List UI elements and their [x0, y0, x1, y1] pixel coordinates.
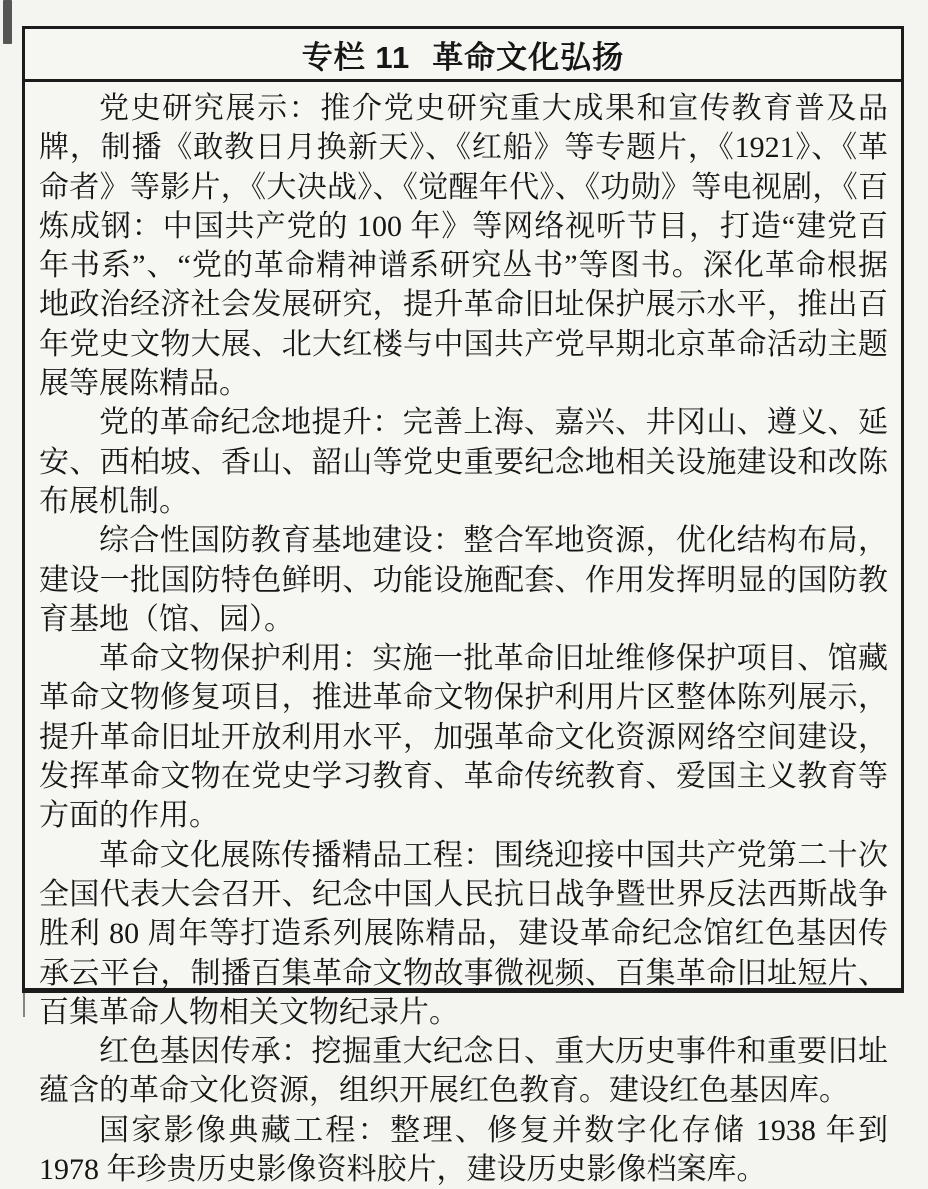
paragraph-text: ：推介党史研究重大成果和宣传教育普及品牌，制播《敢教日月换新天》、《红船》等专题片，《1921》、《革命者》等影片，《大决战》、《觉醒年代》、《功勋》等电视剧，《百炼成钢：中国共产党的 100 年》等网络视听节目，打造“建党百年书系”、“党的革命精神谱系研究丛书”等图书。深化革命根据地政治经济社会发展研究，提升革命旧址保护展示水平，推出百年党史文物大展、北大红楼与中国共产党早期北京革命活动主题展等展陈精品。 — [39, 92, 888, 401]
paragraph-revolutionary-memorial-sites — [39, 403, 888, 521]
paragraph-party-history-research — [39, 89, 888, 403]
column-panel-box — [22, 26, 904, 1187]
scan-artifact-top-left — [3, 0, 12, 44]
paragraph-red-gene-inheritance — [39, 1032, 888, 1111]
paragraph-exhibition-communication-projects — [39, 836, 888, 1032]
paragraph-lead: 革命文物保护利用 — [99, 642, 342, 676]
paragraph-lead: 革命文化展陈传播精品工程 — [99, 838, 464, 872]
paragraph-text: ：完善上海、嘉兴、井冈山、遵义、延安、西柏坡、香山、韶山等党史重要纪念地相关设施建设和改陈布展机制。 — [39, 406, 889, 518]
paragraph-lead: 国家影像典藏工程 — [99, 1113, 358, 1147]
paragraph-text: ：围绕迎接中国共产党第二十次全国代表大会召开、纪念中国人民抗日战争暨世界反法西斯战争胜利 80 周年等打造系列展陈精品，建设革命纪念馆红色基因传承云平台，制播百集革命文物故事微视频、百集革命旧址短片、百集革命人物相关文物纪录片。 — [39, 838, 889, 1029]
paragraph-revolutionary-relics-protection — [39, 639, 888, 835]
paragraph-lead: 红色基因传承 — [99, 1035, 282, 1069]
paragraph-lead: 党史研究展示 — [99, 92, 289, 125]
paragraph-text: ：整合军地资源，优化结构布局，建设一批国防特色鲜明、功能设施配套、作用发挥明显的国防教育基地（馆、园）。 — [39, 524, 889, 636]
paragraph-lead: 党的革命纪念地提升 — [99, 406, 373, 440]
panel-body — [25, 82, 901, 1189]
paragraph-text: ：挖掘重大纪念日、重大历史事件和重要旧址蕴含的革命文化资源，组织开展红色教育。建设红色基因库。 — [39, 1035, 889, 1108]
paragraph-national-image-archive-project — [39, 1111, 888, 1189]
paragraph-national-defense-education-bases — [39, 521, 888, 639]
panel-title — [25, 29, 901, 82]
paragraph-lead: 综合性国防教育基地建设 — [99, 524, 433, 558]
paragraph-text: ：整理、修复并数字化存储 1938 年到 1978 年珍贵历史影像资料胶片，建设历史影像档案库。 — [39, 1113, 889, 1187]
panel-title-number: 专栏 11 — [301, 39, 411, 75]
paragraph-text: ：实施一批革命旧址维修保护项目、馆藏革命文物修复项目，推进革命文物保护利用片区整体陈列展示，提升革命旧址开放利用水平，加强革命文化资源网络空间建设，发挥革命文物在党史学习教育、革命传统教育、爱国主义教育等方面的作用。 — [39, 642, 889, 833]
panel-title-text: 革命文化弘扬 — [432, 39, 625, 75]
